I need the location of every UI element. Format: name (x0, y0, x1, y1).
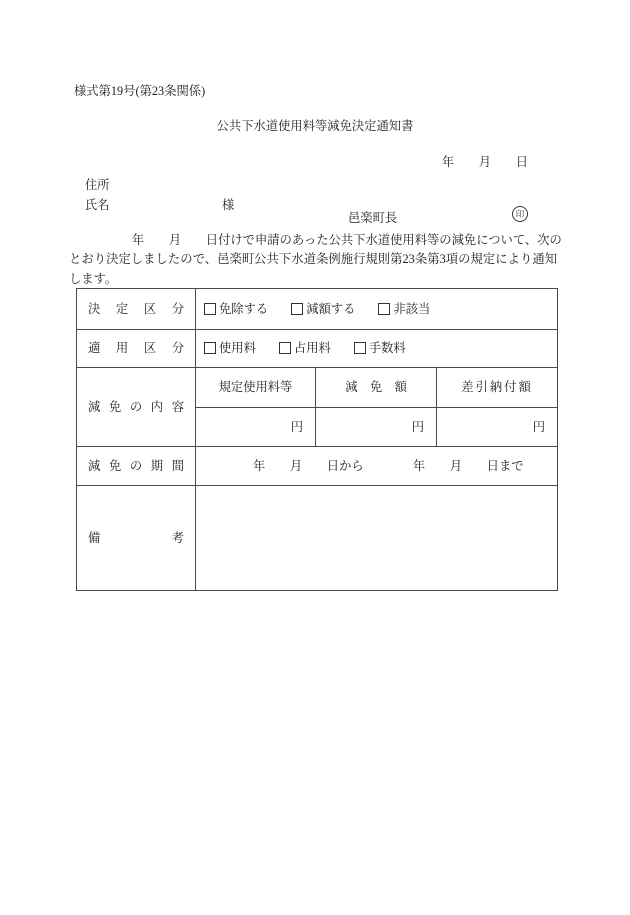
row-label-decision-cell (77, 289, 196, 330)
row-label-content-cell (77, 368, 196, 447)
issue-date-line: 年 月 日 (441, 155, 528, 169)
name-label: 氏名 (85, 198, 110, 212)
row-label-application-cell (77, 330, 196, 368)
table-row (77, 486, 558, 591)
decision-option (204, 303, 268, 315)
row-label-period: 減免の期間 (88, 458, 184, 473)
balance-due-field (437, 408, 558, 447)
row-label-content: 減免の内容 (88, 399, 184, 414)
row-label-remarks: 備考 (88, 530, 184, 545)
table-row (77, 330, 558, 368)
option-label: 非該当 (393, 301, 431, 316)
address-label: 住所 (85, 178, 110, 192)
column-header-balance-due: 差引納付額 (437, 368, 558, 408)
reduction-amount-field (316, 408, 437, 447)
remarks-field (196, 486, 558, 591)
application-option (354, 342, 406, 354)
period-value: 年 月 日から 年 月 日まで (196, 447, 558, 486)
yen-unit: 円 (411, 419, 424, 434)
application-option (279, 342, 331, 354)
decision-option (378, 303, 430, 315)
column-header-reduction-amount: 減 免 額 (316, 368, 437, 408)
decision-option (291, 303, 355, 315)
checkbox-icon[interactable] (204, 342, 216, 354)
row-label-period-cell (77, 447, 196, 486)
yen-unit: 円 (532, 419, 545, 434)
checkbox-icon[interactable] (291, 303, 303, 315)
form-number: 様式第19号(第23条関係) (74, 84, 206, 98)
application-option (204, 342, 256, 354)
row-label-remarks-cell (77, 486, 196, 591)
table-row (77, 368, 558, 408)
paragraph-line: 年 月 日付けで申請のあった公共下水道使用料等の減免について、次の (132, 233, 562, 247)
decision-table (76, 288, 558, 591)
application-options-cell (196, 330, 558, 368)
checkbox-icon[interactable] (378, 303, 390, 315)
checkbox-icon[interactable] (204, 303, 216, 315)
body-paragraph (69, 231, 562, 289)
column-header-standard-fee: 規定使用料等 (196, 368, 316, 408)
checkbox-icon[interactable] (279, 342, 291, 354)
option-label: 使用料 (219, 341, 256, 356)
table-row (77, 289, 558, 330)
table-row (77, 447, 558, 486)
option-label: 減額する (306, 301, 356, 316)
paragraph-line: します。 (69, 271, 118, 286)
yen-unit: 円 (290, 419, 303, 434)
seal-icon (512, 206, 528, 222)
option-label: 占用料 (293, 341, 331, 356)
row-label-decision: 決定区分 (88, 301, 184, 316)
paragraph-line: とおり決定しましたので、邑楽町公共下水道条例施行規則第23条第3項の規定により通知 (69, 252, 557, 267)
document-title: 公共下水道使用料等減免決定通知書 (216, 119, 414, 133)
row-label-application: 適用区分 (88, 341, 184, 356)
issuer-name: 邑楽町長 (348, 211, 398, 225)
decision-options-cell (196, 289, 558, 330)
option-label: 免除する (219, 301, 269, 316)
option-label: 手数料 (368, 341, 406, 356)
checkbox-icon[interactable] (354, 342, 366, 354)
standard-fee-field (196, 408, 316, 447)
honorific-suffix: 様 (222, 198, 235, 212)
seal-text: 印 (515, 208, 525, 219)
